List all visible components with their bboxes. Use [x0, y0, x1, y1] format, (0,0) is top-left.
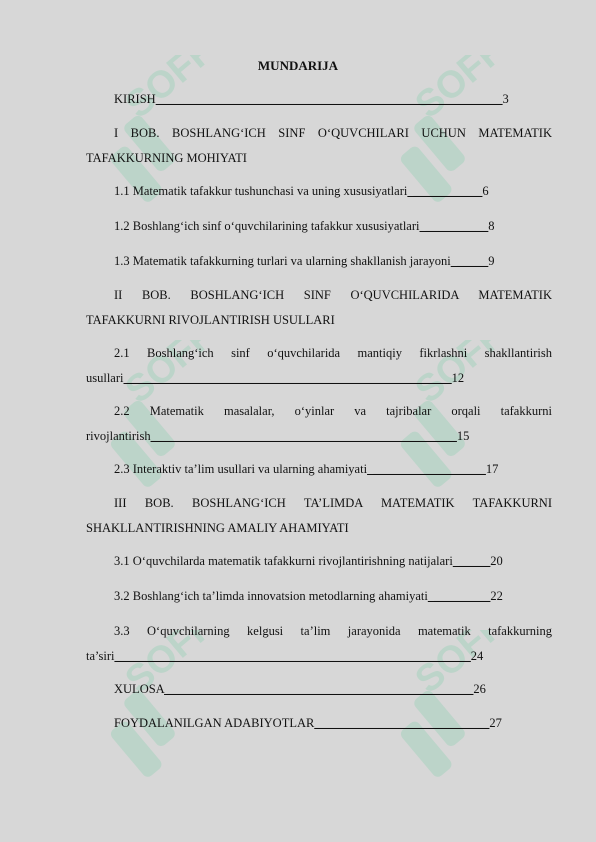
toc-entry-label: 3.1 O‘quvchilarda matematik tafakkurni rivojlantirishning natijalari	[114, 554, 453, 568]
toc-entry-label-cont: rivojlantirish	[86, 429, 151, 443]
toc-entry-label-cont: usullari	[86, 371, 124, 385]
toc-entry-2-2[interactable]	[86, 399, 552, 449]
toc-entry-3-2[interactable]	[86, 584, 580, 609]
toc-entry-label: 2.1 Boshlang‘ich sinf o‘quvchilarida mantiqiy fikrlashni shakllantirish	[114, 346, 552, 360]
toc-entry-3-1[interactable]	[86, 549, 580, 574]
toc-leader: ____________________________	[314, 716, 490, 730]
toc-page-number: 26	[473, 682, 486, 696]
toc-chapter-3[interactable]	[86, 491, 552, 541]
toc-leader: __________	[419, 219, 489, 233]
toc-entry-2-3[interactable]	[86, 457, 580, 482]
toc-entry-label: III BOB. BOSHLANG‘ICH TA’LIMDA MATEMATIK TAFAKKURNI	[114, 496, 552, 510]
toc-leader: _______________________________________________________	[155, 92, 503, 106]
toc-entry-3-3[interactable]	[86, 619, 552, 669]
svg-text:SOFF: SOFF	[117, 630, 210, 702]
toc-entry-label: XULOSA	[114, 682, 165, 696]
toc-page-number: 20	[490, 554, 503, 568]
toc-entry-label: 3.2 Boshlang‘ich ta’limda innovatsion metodlarning ahamiyati	[114, 589, 428, 603]
toc-entry-label: 2.3 Interaktiv ta’lim usullari va ularning ahamiyati	[114, 462, 368, 476]
toc-leader: _________________________________________________	[164, 682, 474, 696]
toc-entry-label-cont: TAFAKKURNING MOHIYATI	[86, 151, 247, 165]
toc-leader: ___________	[407, 184, 483, 198]
toc-leader: ____________________________________________________	[123, 371, 452, 385]
toc-entry-2-1[interactable]	[86, 341, 552, 391]
toc-page-number: 3	[502, 92, 509, 106]
toc-entry-label: 1.1 Matematik tafakkur tushunchasi va uning xususiyatlari	[114, 184, 408, 198]
toc-page-number: 17	[485, 462, 499, 476]
toc-entry-label: FOYDALANILGAN ADABIYOTLAR	[114, 716, 315, 730]
toc-entry-label-cont: ta’siri	[86, 649, 115, 663]
svg-text:SOFF: SOFF	[117, 55, 210, 127]
toc-entry-label-cont: SHAKLLANTIRISHNING AMALIY AHAMIYATI	[86, 521, 349, 535]
toc-page-number: 6	[482, 184, 489, 198]
toc-entry-1-1[interactable]	[86, 179, 580, 204]
toc-entry-label: I BOB. BOSHLANG‘ICH SINF O‘QUVCHILARI UCHUN MATEMATIK	[114, 126, 552, 140]
toc-page-number: 9	[488, 254, 495, 268]
svg-text:SOFF: SOFF	[117, 340, 210, 412]
page-title: MUNDARIJA	[257, 58, 339, 73]
toc-entry-1-3[interactable]	[86, 249, 580, 274]
toc-leader: _____	[450, 254, 489, 268]
toc-entry-label: KIRISH	[114, 92, 156, 106]
toc-page-number: 15	[456, 429, 470, 443]
toc-entry-label: 3.3 O‘quvchilarning kelgusi ta’lim jarayonida matematik tafakkurning	[114, 624, 552, 638]
toc-entry-1-2[interactable]	[86, 214, 580, 239]
toc-chapter-1[interactable]	[86, 121, 552, 171]
svg-text:SOFF: SOFF	[407, 55, 500, 127]
toc-page-number: 22	[490, 589, 503, 603]
toc-chapter-2[interactable]	[86, 283, 552, 333]
toc-leader: _________	[427, 589, 491, 603]
toc-leader: _____	[452, 554, 491, 568]
toc-leader: __________________	[367, 462, 486, 476]
toc-leader: _________________________________________________	[150, 429, 457, 443]
toc-page-number: 24	[470, 649, 484, 663]
toc-entry-label: 2.2 Matematik masalalar, o‘yinlar va tajribalar orqali tafakkurni	[114, 404, 552, 418]
toc-entry-label: II BOB. BOSHLANG‘ICH SINF O‘QUVCHILARIDA MATEMATIK	[114, 288, 552, 302]
toc-entry-xulosa[interactable]	[86, 677, 580, 702]
toc-page-number: 27	[489, 716, 502, 730]
toc-page-number: 12	[451, 371, 465, 385]
svg-text:SOFF: SOFF	[407, 630, 500, 702]
toc-entry-adabiyotlar[interactable]	[86, 711, 580, 736]
toc-entry-label-cont: TAFAKKURNI RIVOJLANTIRISH USULLARI	[86, 313, 335, 327]
toc-leader: _________________________________________________________	[114, 649, 471, 663]
toc-entry-kirish[interactable]	[86, 87, 580, 112]
svg-text:SOFF: SOFF	[407, 340, 500, 412]
toc-entry-label: 1.2 Boshlang‘ich sinf o‘quvchilarining tafakkur xususiyatlari	[114, 219, 420, 233]
toc-entry-label: 1.3 Matematik tafakkurning turlari va ularning shakllanish jarayoni	[114, 254, 451, 268]
toc-page-number: 8	[488, 219, 495, 233]
